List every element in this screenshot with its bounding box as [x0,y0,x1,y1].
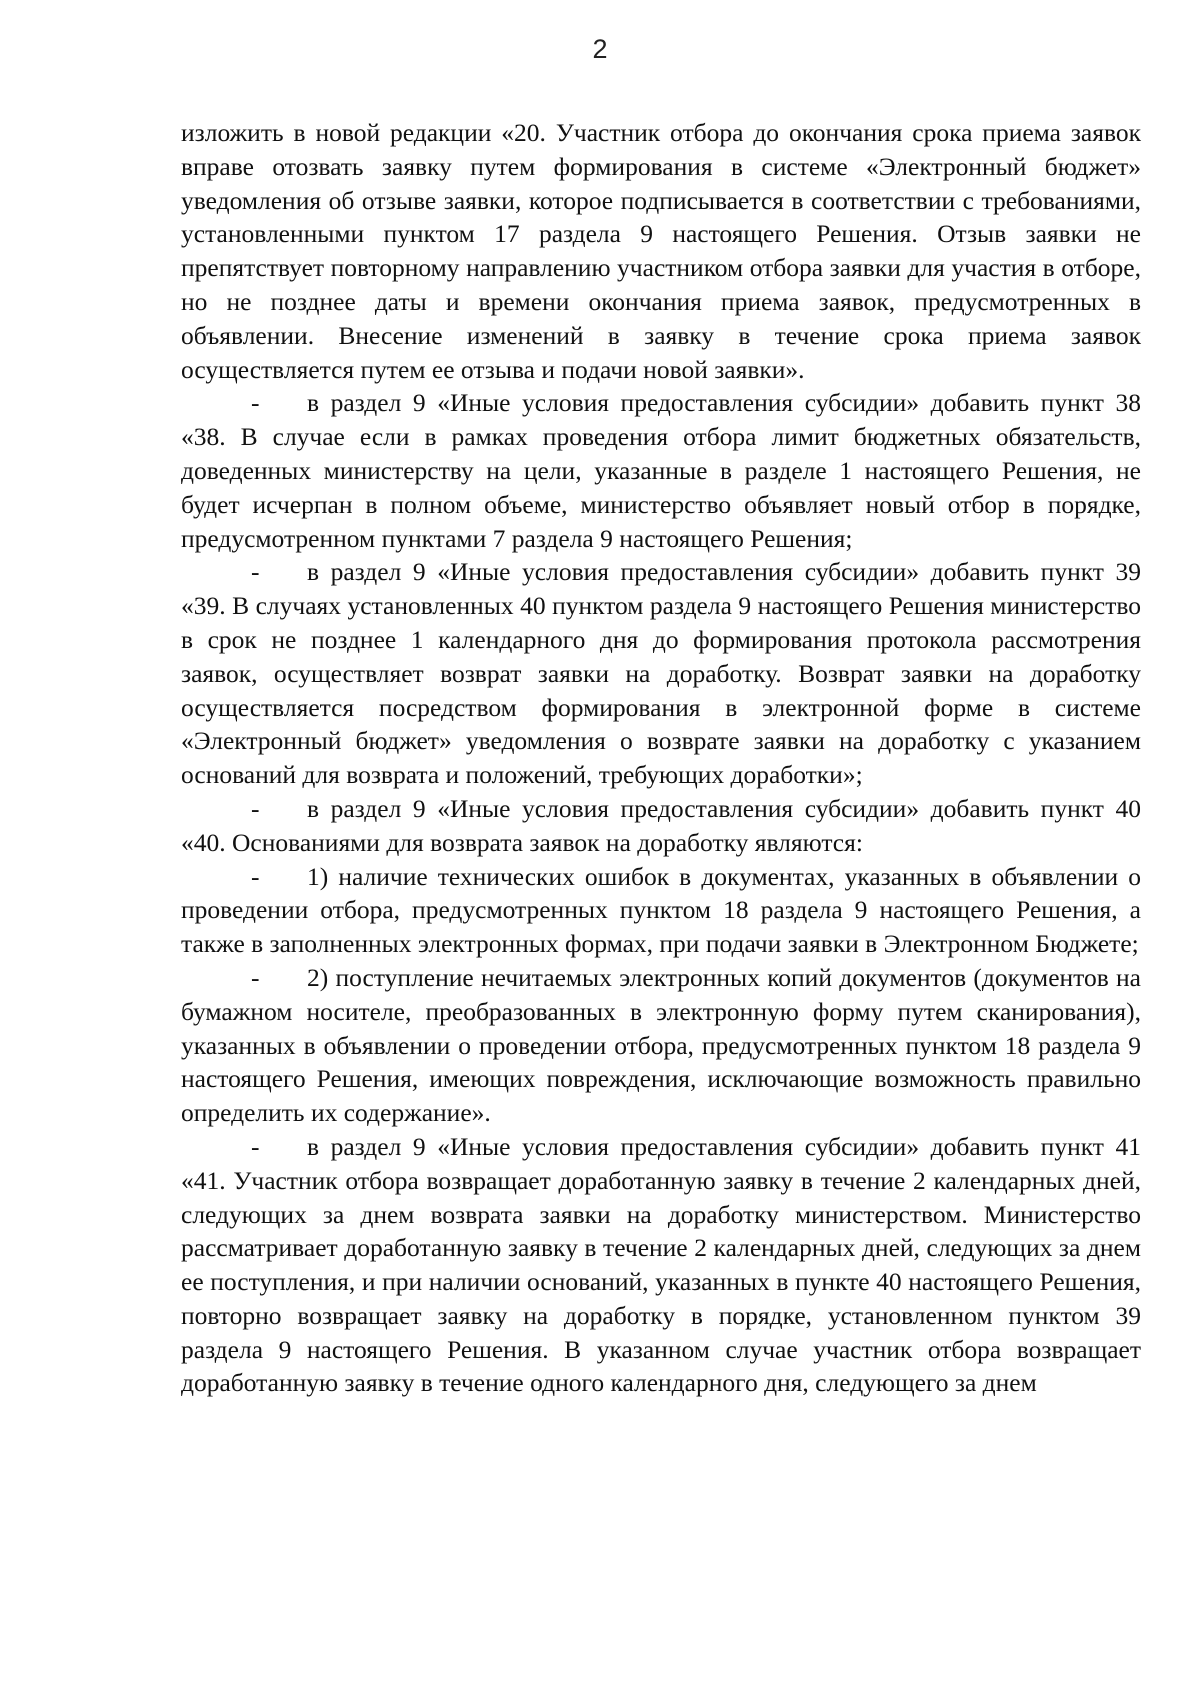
list-dash-marker: - [251,557,260,587]
paragraph-item-40-2 [181,961,1141,1130]
paragraph-item-38 [181,386,1141,555]
paragraph-text: 2) поступление нечитаемых электронных копий документов (документов на бумажном носителе, преобразованных в электронную форму путем сканирования), указанных в объявлении о проведении отбора, предусмотренных пунктом 18 раздела 9 настоящего Решения, имеющих повреждения, исключающие возможность правильно определить их содержание». [181,962,1141,1128]
page-number: 2 [592,34,608,64]
paragraph-item-41 [181,1130,1141,1400]
paragraph-item-20 [181,116,1141,386]
list-dash-marker: - [251,962,260,992]
document-body [181,116,1141,1400]
paragraph-text: в раздел 9 «Иные условия предоставления субсидии» добавить пункт 40 «40. Основаниями для возврата заявок на доработку являются: [181,793,1141,857]
paragraph-text: в раздел 9 «Иные условия предоставления субсидии» добавить пункт 41 «41. Участник отбора возвращает доработанную заявку в течение 2 календарных дней, следующих за днем возврата заявки на доработку министерством. Министерство рассматривает доработанную заявку в течение 2 календарных дней, следующих за днем ее поступления, и при наличии оснований, указанных в пункте 40 настоящего Решения, повторно возвращает заявку на доработку в порядке, установленном пунктом 39 раздела 9 настоящего Решения. В указанном случае участник отбора возвращает доработанную заявку в течение одного календарного дня, следующего за днем [181,1131,1141,1398]
list-dash-marker: - [251,1131,260,1161]
paragraph-text: 1) наличие технических ошибок в документах, указанных в объявлении о проведении отбора, предусмотренных пунктом 18 раздела 9 настоящего Решения, а также в заполненных электронных формах, при подачи заявки в Электронном Бюджете; [181,861,1141,959]
paragraph-text: изложить в новой редакции «20. Участник отбора до окончания срока приема заявок вправе отозвать заявку путем формирования в системе «Электронный бюджет» уведомления об отзыве заявки, которое подписывается в соответствии с требованиями, установленными пунктом 17 раздела 9 настоящего Решения. Отзыв заявки не препятствует повторному направлению участником отбора заявки для участия в отборе, но не позднее даты и времени окончания приема заявок, предусмотренных в объявлении. Внесение изменений в заявку в течение срока приема заявок осуществляется путем ее отзыва и подачи новой заявки». [181,118,1141,384]
paragraph-text: в раздел 9 «Иные условия предоставления субсидии» добавить пункт 38 «38. В случае если в рамках проведения отбора лимит бюджетных обязательств, доведенных министерству на цели, указанные в разделе 1 настоящего Решения, не будет исчерпан в полном объеме, министерство объявляет новый отбор в порядке, предусмотренном пунктами 7 раздела 9 настоящего Решения; [181,388,1141,553]
list-dash-marker: - [251,388,260,418]
paragraph-item-40 [181,792,1141,860]
paragraph-text: в раздел 9 «Иные условия предоставления субсидии» добавить пункт 39 «39. В случаях установленных 40 пунктом раздела 9 настоящего Решения министерство в срок не позднее 1 календарного дня до формирования протокола рассмотрения заявок, осуществляет возврат заявки на доработку. Возврат заявки на доработку осуществляется посредством формирования в электронной форме в системе «Электронный бюджет» уведомления о возврате заявки на доработку с указанием оснований для возврата и положений, требующих доработки»; [181,557,1141,790]
list-dash-marker: - [251,793,260,823]
paragraph-item-39 [181,555,1141,792]
paragraph-item-40-1 [181,860,1141,961]
list-dash-marker: - [251,861,260,891]
